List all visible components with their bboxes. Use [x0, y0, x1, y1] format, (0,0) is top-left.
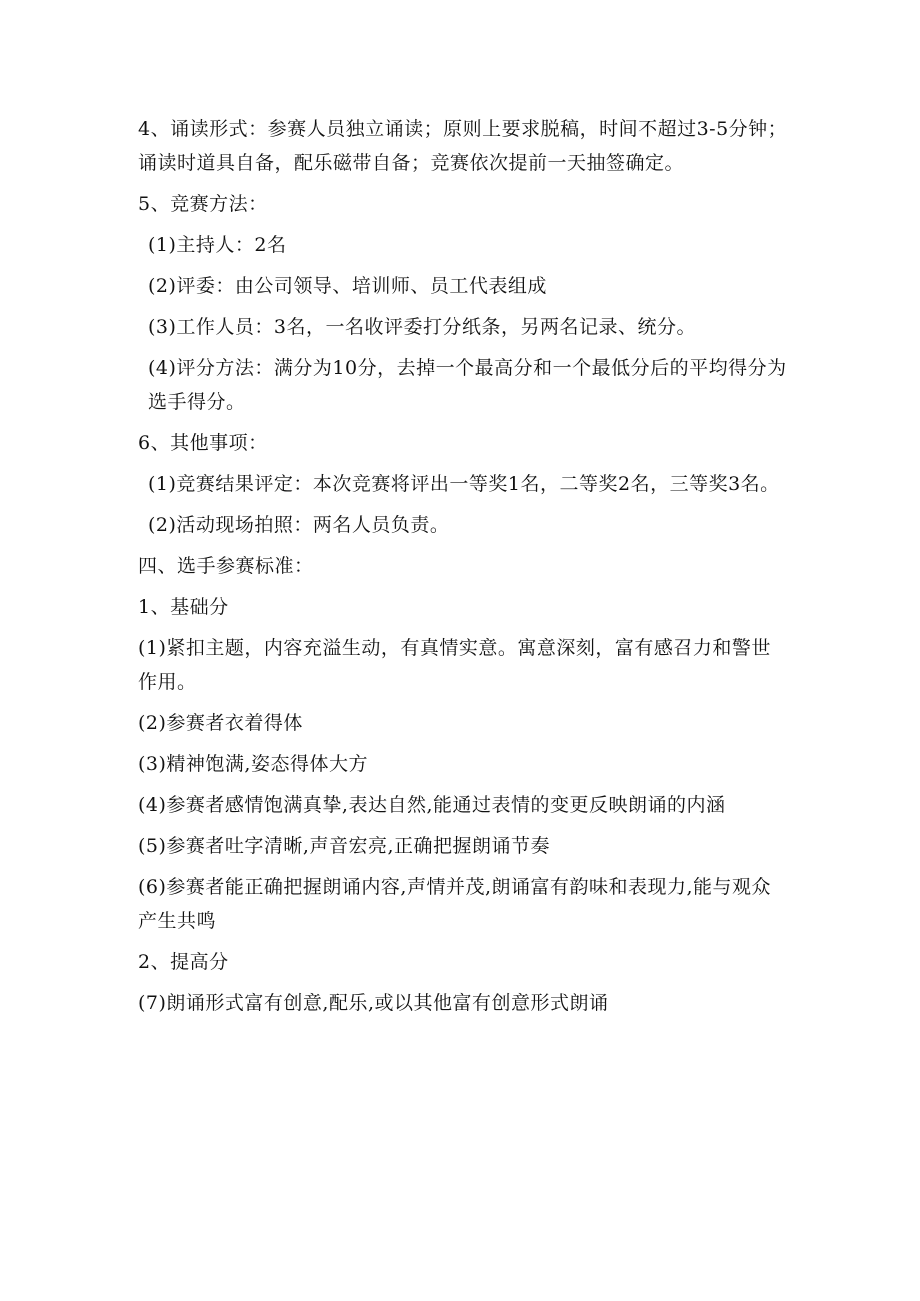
paragraph-scoring-method: (4)评分方法：满分为10分，去掉一个最高分和一个最低分后的平均得分为选手得分。: [148, 357, 787, 413]
paragraph-reading-format: 4、诵读形式：参赛人员独立诵读；原则上要求脱稿，时间不超过3-5分钟；诵读时道具自备，配乐磁带自备；竞赛依次提前一天抽签确定。: [138, 118, 788, 174]
heading-competition-method: 5、竞赛方法：: [138, 193, 268, 215]
criterion-spirit: (3)精神饱满,姿态得体大方: [138, 753, 368, 775]
criterion-theme: (1)紧扣主题，内容充溢生动，有真情实意。寓意深刻，富有感召力和警世作用。: [138, 637, 771, 693]
paragraph-photography: (2)活动现场拍照：两名人员负责。: [148, 514, 450, 536]
heading-other-matters: 6、其他事项：: [138, 432, 268, 454]
heading-contestant-criteria: 四、选手参赛标准：: [138, 555, 314, 577]
paragraph-award-results: (1)竞赛结果评定：本次竞赛将评出一等奖1名，二等奖2名，三等奖3名。: [148, 473, 780, 495]
criterion-content-grasp: (6)参赛者能正确把握朗诵内容,声情并茂,朗诵富有韵味和表现力,能与观众产生共鸣: [138, 876, 772, 932]
paragraph-judges: (2)评委：由公司领导、培训师、员工代表组成: [148, 275, 547, 297]
document-body: [138, 112, 788, 1027]
criterion-attire: (2)参赛者衣着得体: [138, 712, 303, 734]
criterion-emotion: (4)参赛者感情饱满真挚,表达自然,能通过表情的变更反映朗诵的内涵: [138, 794, 726, 816]
paragraph-staff: (3)工作人员：3名，一名收评委打分纸条，另两名记录、统分。: [148, 316, 697, 338]
heading-bonus-score: 2、提高分: [138, 951, 229, 973]
heading-base-score: 1、基础分: [138, 596, 229, 618]
paragraph-host: (1)主持人：2名: [148, 234, 287, 256]
criterion-creativity: (7)朗诵形式富有创意,配乐,或以其他富有创意形式朗诵: [138, 992, 609, 1014]
criterion-articulation: (5)参赛者吐字清晰,声音宏亮,正确把握朗诵节奏: [138, 835, 550, 857]
